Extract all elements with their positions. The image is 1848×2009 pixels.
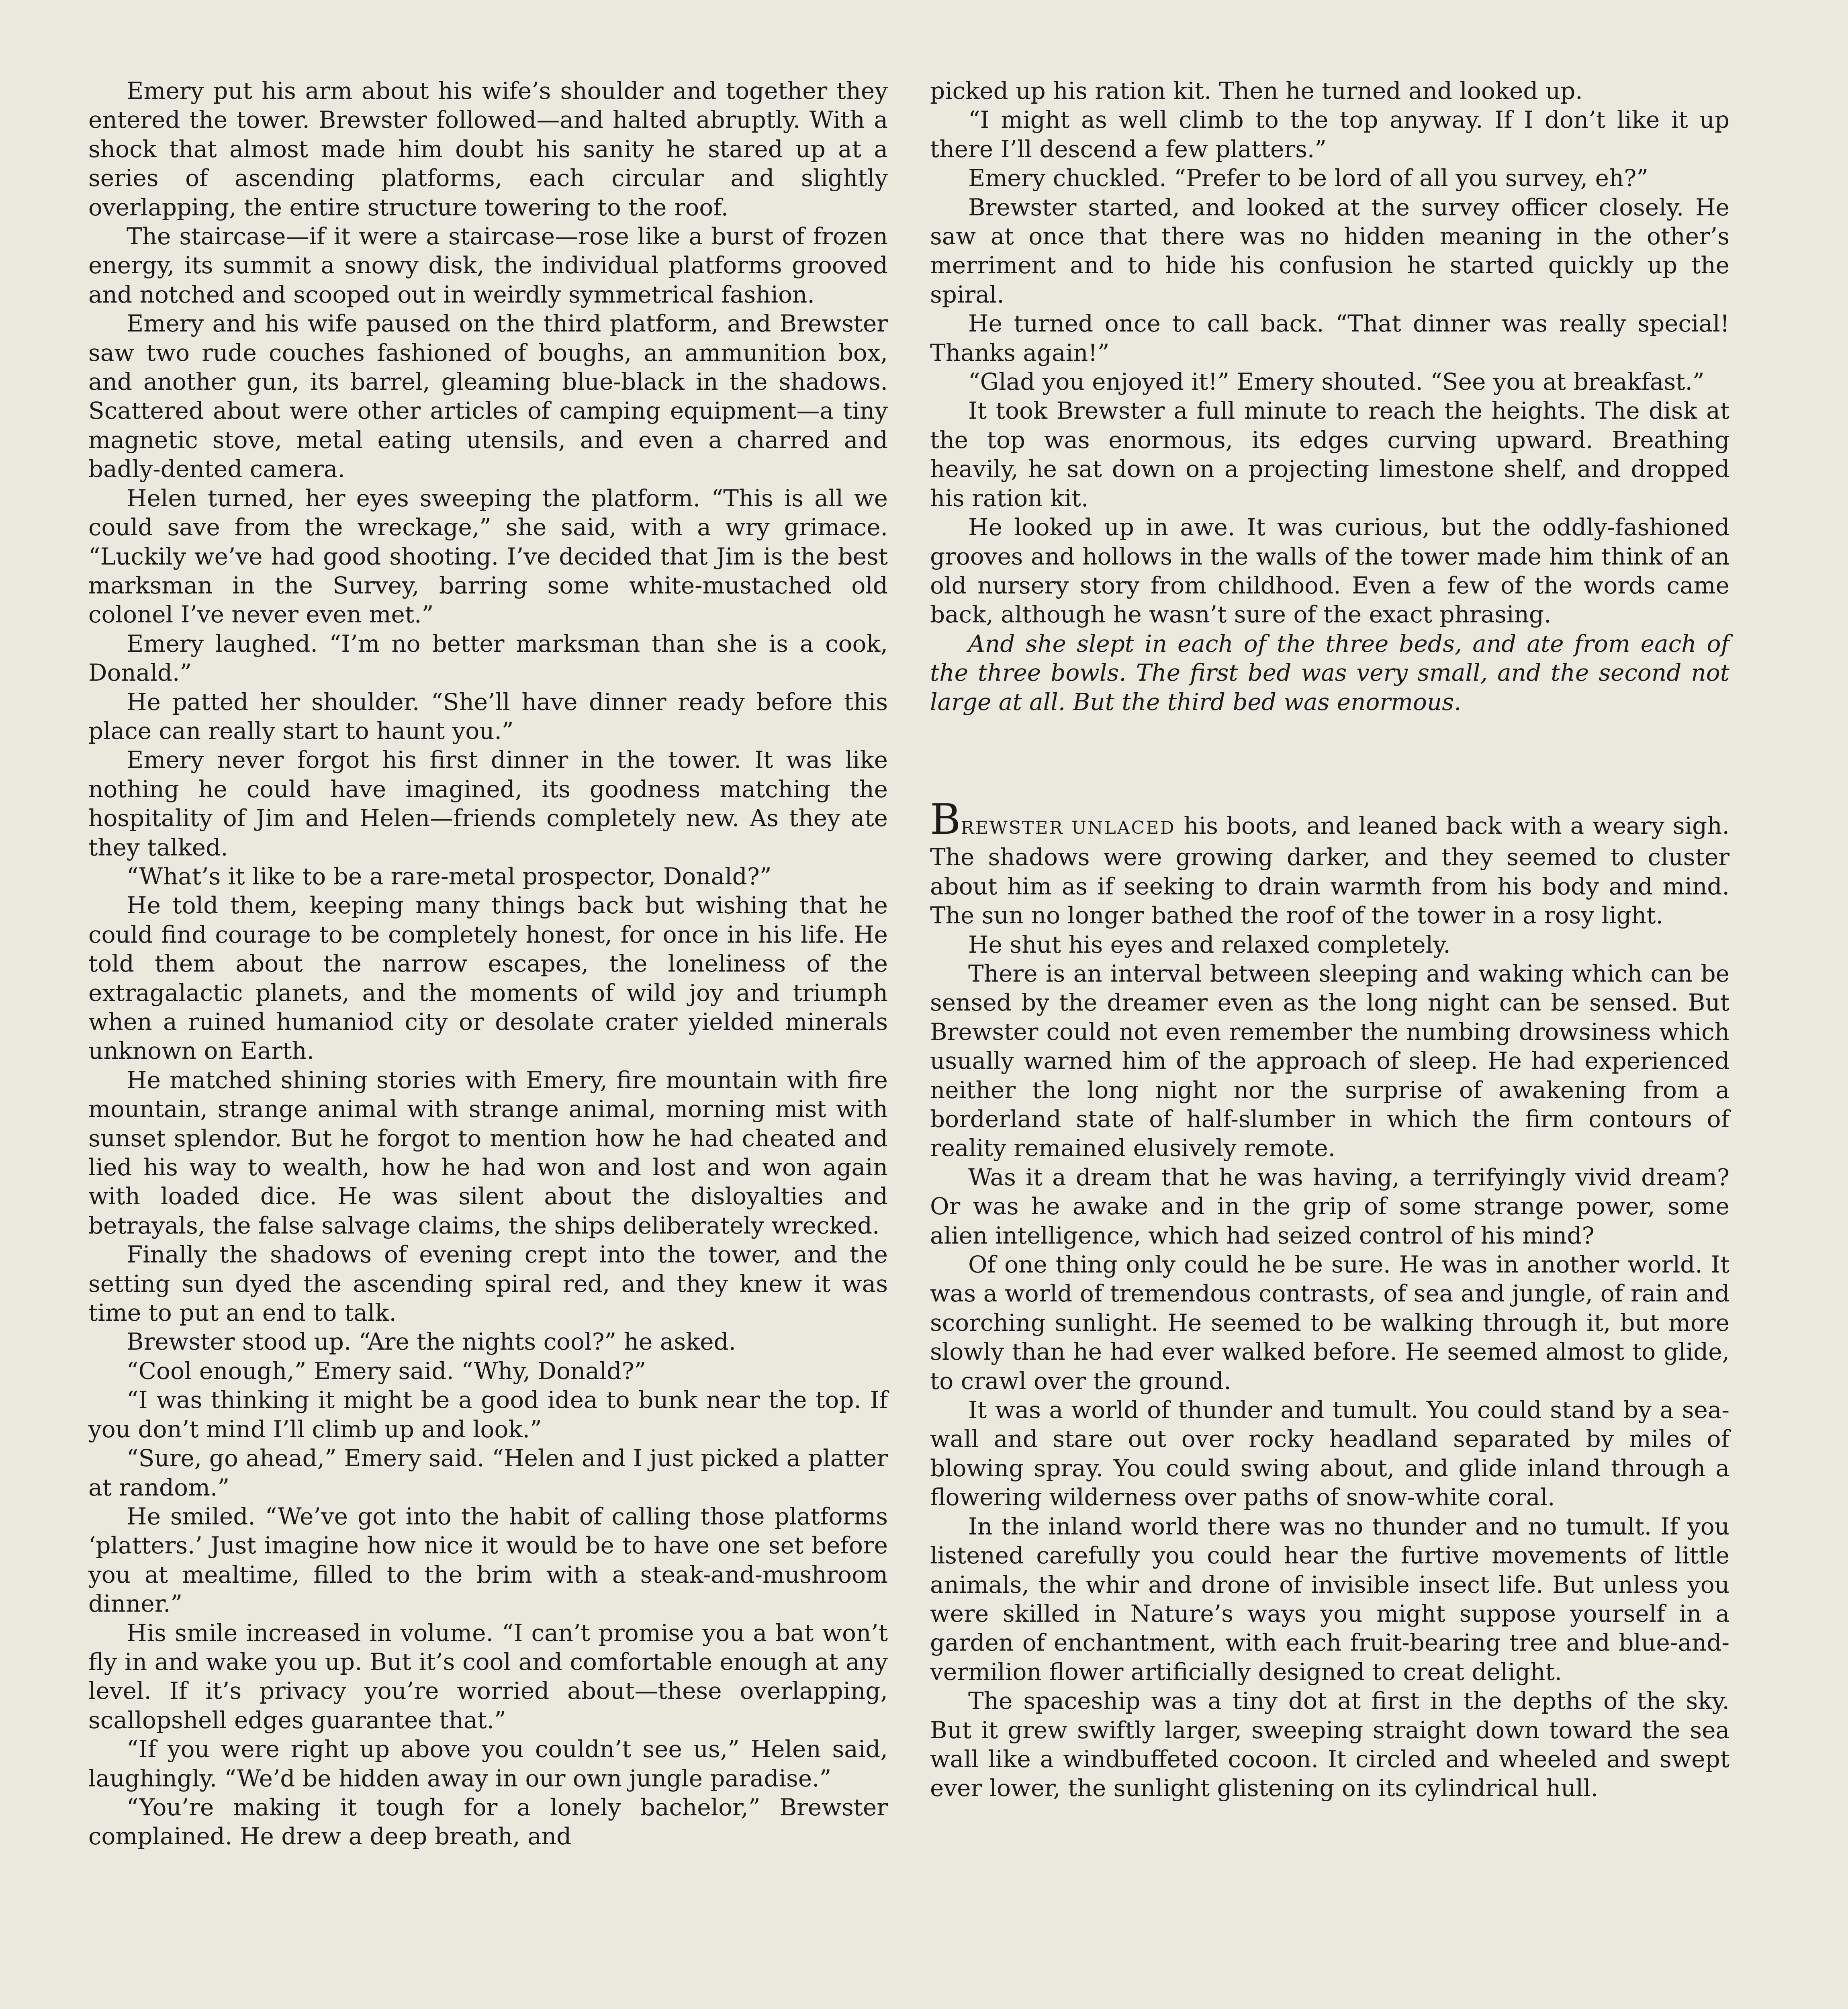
paragraph: It was a world of thunder and tumult. You could stand by a sea-wall and stare out over rocky headland separated by miles of blowing spray. You could swing about, and glide inland through a flowering wilderness over paths of snow-white coral. xyxy=(930,1396,1729,1511)
italic-quote: And she slept in each of the three beds, and ate from each of the three bowls. The first bed was very small, and the second not large at all. But the third bed was enormous. xyxy=(930,630,1729,716)
paragraph: He smiled. “We’ve got into the habit of calling those platforms ‘platters.’ Just imagine how nice it would be to have one set before you at mealtime, filled to the brim with a steak-and-mushroom dinner.” xyxy=(88,1502,888,1618)
paragraph: Emery chuckled. “Prefer to be lord of all you survey, eh?” xyxy=(968,164,1648,192)
paragraph: Finally the shadows of evening crept into the tower, and the setting sun dyed the ascending spiral red, and they knew it was time to put an end to talk. xyxy=(88,1241,888,1327)
paragraph: It took Brewster a full minute to reach the heights. The disk at the top was enormous, its edges curving upward. Breathing heavily, he sat down on a projecting limestone shelf, and dropped his ration kit. xyxy=(930,397,1729,512)
paragraph: The spaceship was a tiny dot at first in the depths of the sky. But it grew swiftly larger, sweeping straight down toward the sea wall like a windbuffeted cocoon. It circled and wheeled and swept ever lower, the sunlight glistening on its cylindrical hull. xyxy=(930,1687,1729,1802)
paragraph: He looked up in awe. It was curious, but the oddly-fashioned grooves and hollows in the walls of the tower made him think of an old nursery story from childhood. Even a few of the words came back, although he wasn’t sure of the exact phrasing. xyxy=(930,514,1729,628)
paragraph: Helen turned, her eyes sweeping the platform. “This is all we could save from the wreckage,” she said, with a wry grimace. “Luckily we’ve had good shooting. I’ve decided that Jim is the best marksman in the Survey, barring some white-mustached old colonel I’ve never even met.” xyxy=(88,484,888,628)
paragraph: Brewster started, and looked at the survey officer closely. He saw at once that there was no hidden meaning in the other’s merriment and to hide his confusion he started quickly up the spiral. xyxy=(930,193,1729,308)
paragraph: He shut his eyes and relaxed completely. xyxy=(968,931,1451,958)
paragraph: “Sure, go ahead,” Emery said. “Helen and I just picked a platter at random.” xyxy=(88,1444,888,1501)
section-opening-text: his boots, and leaned back with a weary sigh. The shadows were growing darker, and they seemed to cluster about him as if seeking to drain warmth from his body and mind. The sun no longer bathed the roof of the tower in a rosy light. xyxy=(930,812,1729,929)
right-column xyxy=(930,76,1729,2009)
paragraph: “You’re making it tough for a lonely bachelor,” Brewster complained. He drew a deep breath, and xyxy=(88,1793,888,1850)
paragraph: Emery and his wife paused on the third platform, and Brewster saw two rude couches fashioned of boughs, an ammunition box, and another gun, its barrel, gleaming blue-black in the shadows. Scattered about were other articles of camping equipment—a tiny magnetic stove, metal eating utensils, and even a charred and badly-dented camera. xyxy=(88,310,888,483)
paragraph: He matched shining stories with Emery, fire mountain with fire mountain, strange animal with strange animal, morning mist with sunset splendor. But he forgot to mention how he had cheated and lied his way to wealth, how he had won and lost and won again with loaded dice. He was silent about the disloyalties and betrayals, the false salvage claims, the ships deliberately wrecked. xyxy=(88,1066,888,1239)
paragraph: Emery never forgot his first dinner in the tower. It was like nothing he could have imagined, its goodness matching the hospitality of Jim and Helen—friends completely new. As they ate they talked. xyxy=(88,746,888,861)
paragraph: He patted her shoulder. “She’ll have dinner ready before this place can really start to haunt you.” xyxy=(88,688,888,745)
paragraph: He told them, keeping many things back but wishing that he could find courage to be completely honest, for once in his life. He told them about the narrow escapes, the loneliness of the extragalactic planets, and the moments of wild joy and triumph when a ruined humaniod city or desolate crater yielded minerals unknown on Earth. xyxy=(88,892,888,1065)
paragraph: Of one thing only could he be sure. He was in another world. It was a world of tremendous contrasts, of sea and jungle, of rain and scorching sunlight. He seemed to be walking through it, but more slowly than he had ever walked before. He seemed almost to glide, to crawl over the ground. xyxy=(930,1251,1729,1395)
paragraph: Was it a dream that he was having, a terrifyingly vivid dream? Or was he awake and in the grip of some strange power, some alien intelligence, which had seized control of his mind? xyxy=(930,1163,1729,1249)
paragraph: The staircase—if it were a staircase—rose like a burst of frozen energy, its summit a snowy disk, the individual platforms grooved and notched and scooped out in weirdly symmetrical fashion. xyxy=(88,223,888,308)
paragraph: picked up his ration kit. Then he turned and looked up. xyxy=(930,77,1583,104)
paragraph: “I was thinking it might be a good idea to bunk near the top. If you don’t mind I’ll climb up and look.” xyxy=(88,1386,888,1443)
paragraph: “Glad you enjoyed it!” Emery shouted. “See you at breakfast.” xyxy=(968,368,1705,396)
paragraph: There is an interval between sleeping and waking which can be sensed by the dreamer even as the long night can be sensed. But Brewster could not even remember the numbing drowsiness which usually warned him of the approach of sleep. He had experienced neither the long night nor the surprise of awakening from a borderland state of half-slumber in which the firm contours of reality remained elusively remote. xyxy=(930,959,1729,1162)
paragraph: His smile increased in volume. “I can’t promise you a bat won’t fly in and wake you up. But it’s cool and comfortable enough at any level. If it’s privacy you’re worried about—these overlapping, scallopshell edges guarantee that.” xyxy=(88,1619,888,1734)
paragraph: “If you were right up above you couldn’t see us,” Helen said, laughingly. “We’d be hidden away in our own jungle paradise.” xyxy=(88,1735,888,1792)
paragraph: Brewster stood up. “Are the nights cool?” he asked. xyxy=(127,1328,736,1356)
paragraph: “Cool enough,” Emery said. “Why, Donald?” xyxy=(127,1357,646,1385)
drop-cap: B xyxy=(930,794,961,844)
paragraph: “What’s it like to be a rare-metal prospector, Donald?” xyxy=(127,862,772,890)
small-caps-lead: REWSTER UNLACED xyxy=(961,817,1175,838)
left-column xyxy=(88,76,888,2009)
paragraph: In the inland world there was no thunder and no tumult. If you listened carefully you could hear the furtive movements of little animals, the whir and drone of invisible insect life. But unless you were skilled in Nature’s ways you might suppose yourself in a garden of enchantment, with each fruit-bearing tree and blue-and-vermilion flower artificially designed to creat delight. xyxy=(930,1512,1729,1686)
paragraph: “I might as well climb to the top anyway. If I don’t like it up there I’ll descend a few platters.” xyxy=(930,106,1729,163)
paragraph: He turned once to call back. “That dinner was really special! Thanks again!” xyxy=(930,310,1729,366)
paragraph: Emery put his arm about his wife’s shoulder and together they entered the tower. Brewster followed—and halted abruptly. With a shock that almost made him doubt his sanity he stared up at a series of ascending platforms, each circular and slightly overlapping, the entire structure towering to the roof. xyxy=(88,77,888,221)
section-opening-paragraph xyxy=(930,794,1729,930)
paragraph: Emery laughed. “I’m no better marksman than she is a cook, Donald.” xyxy=(88,630,888,687)
